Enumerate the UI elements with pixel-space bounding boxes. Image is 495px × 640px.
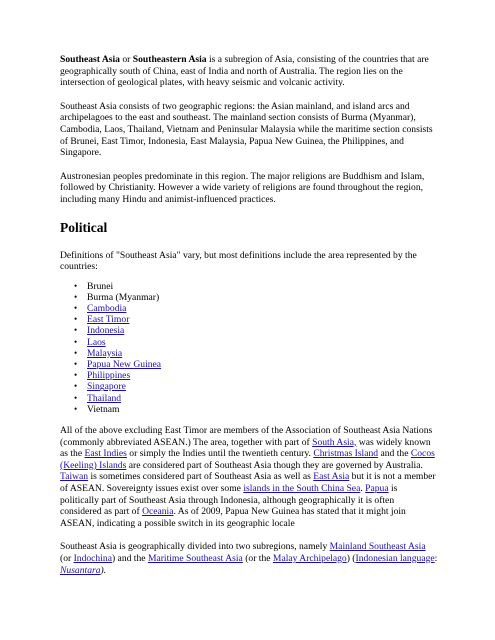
bullet-icon: • (74, 325, 78, 336)
term-southeastern-asia: Southeastern Asia (132, 54, 207, 65)
list-item (74, 336, 438, 348)
text-span: is sometimes considered part of Southeast Asia as well as (88, 471, 314, 483)
text-span: was widely known as the (60, 436, 431, 460)
link-maritime-southeast-asia[interactable]: Maritime Southeast Asia (147, 552, 243, 564)
link-cocos-islands[interactable]: Cocos (Keeling) Islands (60, 448, 435, 471)
link-south-china-sea-islands[interactable]: islands in the South China Sea (243, 482, 361, 494)
link-oceania[interactable]: Oceania (142, 506, 174, 518)
text-span: ) and the (111, 552, 148, 564)
bullet-icon: • (74, 314, 78, 325)
bullet-icon: • (74, 370, 78, 381)
list-item (74, 280, 438, 292)
text-span: or simply the Indies until the twentieth century. (126, 448, 314, 460)
list-item (74, 403, 438, 415)
text-span: but it is not a member of ASEAN. Sovereignty issues exist over some (60, 471, 436, 494)
bullet-icon: • (74, 381, 78, 392)
bullet-icon: • (74, 403, 78, 414)
bullet-icon: • (74, 347, 78, 358)
country-link[interactable]: Philippines (87, 370, 131, 382)
text-span: . As of 2009, Papua New Guinea has stated that it might join ASEAN, indicating a possible switch in its geographic locale (60, 506, 406, 529)
country-link[interactable]: East Timor (87, 314, 130, 326)
link-east-indies[interactable]: East Indies (84, 448, 127, 460)
political-intro: Definitions of "Southeast Asia" vary, but most definitions include the area represented by the countries: (60, 249, 417, 273)
text-span: ) ( (346, 552, 356, 564)
list-item (74, 392, 438, 404)
text-span: (or the (242, 552, 273, 564)
list-item (74, 291, 438, 303)
text-span: and the (378, 448, 411, 460)
regions-paragraph: Southeast Asia consists of two geographic regions: the Asian mainland, and island arcs and archipelagoes to the east and southeast. The mainland section consists of Burma (Myanmar), Cambodia, Laos, Thailand, Vietnam and Peninsular Malaysia while the maritime section consists of Brunei, East Timor, Indonesia, East Malaysia, Papua New Guinea, the Philippines, and Singapore. (60, 100, 433, 159)
text-span: or (119, 54, 133, 65)
text-span: (or (60, 552, 74, 564)
link-papua[interactable]: Papua (365, 482, 389, 494)
link-indonesian-language[interactable]: Indonesian language (355, 552, 435, 564)
list-item (74, 314, 438, 326)
bullet-icon: • (74, 291, 78, 302)
text-span: are considered part of Southeast Asia though they are governed by Australia. (126, 459, 423, 471)
list-item (74, 381, 438, 393)
list-item (74, 359, 438, 371)
country-link[interactable]: Malaysia (87, 347, 123, 359)
text-span: Southeast Asia is geographically divided into two subregions, namely (60, 541, 330, 553)
text-span: is politically part of Southeast Asia through Indonesia, although geographically it is often considered as part of (60, 482, 398, 518)
text-span: . (360, 482, 366, 494)
religions-paragraph: Austronesian peoples predominate in this region. The major religions are Buddhism and Islam, followed by Christianity. However a wide variety of religions are found throughout the region, including many Hindu and animist-influenced practices. (60, 170, 425, 205)
term-southeast-asia: Southeast Asia (60, 54, 120, 65)
bullet-icon: • (74, 392, 78, 403)
link-nusantara[interactable]: Nusantara (60, 564, 101, 576)
political-heading: Political (60, 219, 108, 235)
bullet-icon: • (74, 303, 78, 314)
link-indochina[interactable]: Indochina (73, 552, 112, 564)
text-span: is a subregion of Asia, consisting of the countries that are geographically south of China, east of India and north of Australia. The region lies on the intersection of geological plates, with heavy seismic and volcanic activity. (60, 54, 429, 89)
text-span: ). (100, 564, 107, 576)
document-body (60, 54, 438, 576)
link-mainland-southeast-asia[interactable]: Mainland Southeast Asia (329, 541, 426, 553)
country-link[interactable]: Thailand (87, 392, 122, 404)
country-link[interactable]: Laos (87, 336, 106, 348)
country-label: Vietnam (87, 403, 120, 415)
link-east-asia[interactable]: East Asia (313, 471, 350, 483)
country-link[interactable]: Cambodia (87, 303, 127, 315)
list-item (74, 325, 438, 337)
asean-paragraph (60, 425, 438, 529)
country-list (60, 281, 438, 415)
subregions-paragraph (60, 541, 438, 576)
bullet-icon: • (74, 336, 78, 347)
text-span: : (434, 552, 438, 564)
bullet-icon: • (74, 359, 78, 370)
link-south-asia[interactable]: South Asia, (312, 436, 357, 448)
country-link[interactable]: Indonesia (87, 325, 125, 337)
text-span: All of the above excluding East Timor are members of the Association of Southeast Asia Nations (commonly abbreviated ASEAN.) The area, together with part of (60, 424, 433, 448)
list-item (74, 347, 438, 359)
country-label: Burma (Myanmar) (87, 291, 160, 303)
bullet-icon: • (74, 280, 78, 291)
list-item (74, 303, 438, 315)
country-link[interactable]: Singapore (87, 381, 126, 393)
link-taiwan[interactable]: Taiwan (60, 471, 89, 483)
link-malay-archipelago[interactable]: Malay Archipelago (272, 552, 347, 564)
country-label: Brunei (87, 280, 114, 292)
list-item (74, 370, 438, 382)
intro-paragraph (60, 54, 438, 89)
link-christmas-island[interactable]: Christmas Island (313, 448, 379, 460)
country-link[interactable]: Papua New Guinea (87, 359, 162, 371)
